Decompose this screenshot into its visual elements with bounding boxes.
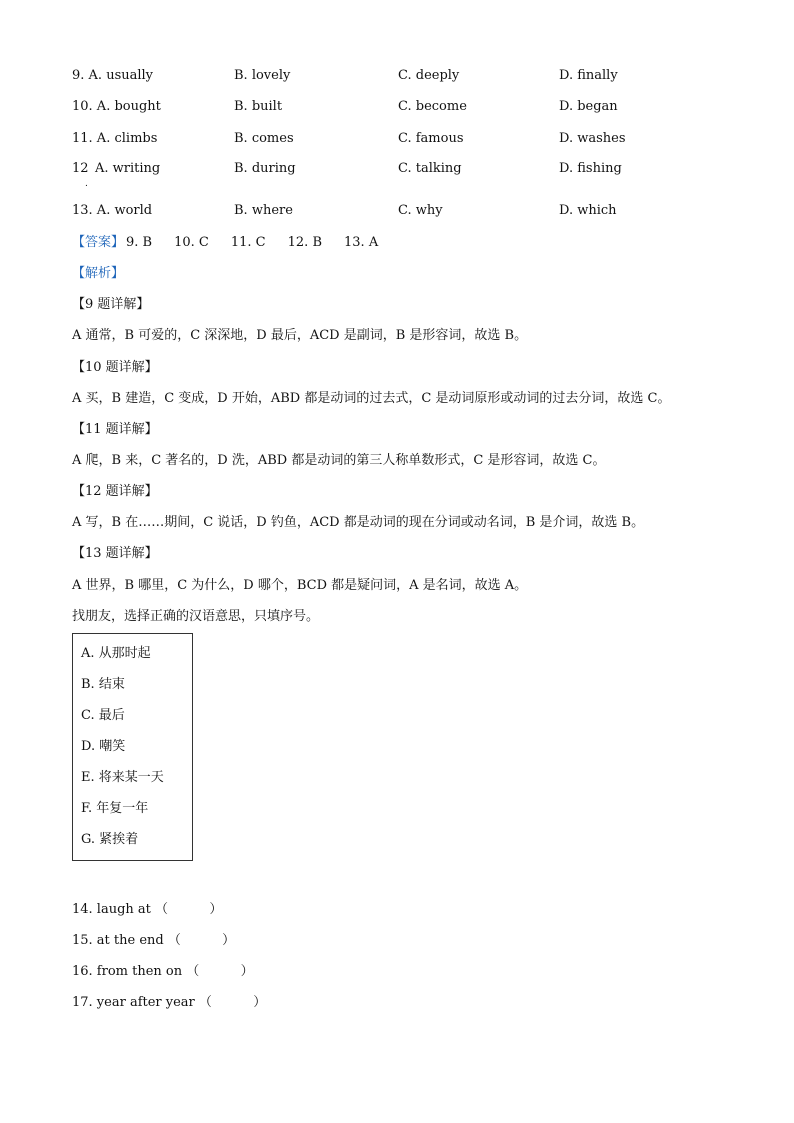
- detail-body: A 写，B 在……期间，C 说话，D 钓鱼，ACD 都是动词的现在分词或动名词，B 是介词，故选 B。: [72, 515, 645, 530]
- choice-item: B. 结束: [81, 677, 125, 692]
- detail-heading: 【9 题详解】: [72, 297, 150, 312]
- option-c: C. why: [398, 203, 443, 218]
- answer-item: 12. B: [287, 235, 323, 250]
- option-d: D. fishing: [559, 161, 622, 176]
- option-b: B. lovely: [234, 68, 291, 83]
- matching-item: 15. at the end （ ）: [72, 933, 236, 948]
- question-number-option-a: 9. A. usually: [72, 68, 154, 83]
- question-number-option-a: 13. A. world: [72, 203, 153, 218]
- option-c: C. talking: [398, 161, 462, 176]
- detail-heading: 【11 题详解】: [72, 422, 158, 437]
- choice-item: D. 嘲笑: [81, 739, 126, 754]
- answer-label: 【答案】: [72, 235, 125, 250]
- instruction: 找朋友，选择正确的汉语意思，只填序号。: [72, 609, 320, 624]
- answer-item: 13. A: [344, 235, 379, 250]
- answer-item: 10. C: [174, 235, 209, 250]
- detail-body: A 爬，B 来，C 著名的，D 洗，ABD 都是动词的第三人称单数形式，C 是形容词，故选 C。: [72, 453, 606, 468]
- detail-heading: 【10 题详解】: [72, 360, 158, 375]
- choice-item: F. 年复一年: [81, 801, 149, 816]
- detail-heading: 【12 题详解】: [72, 484, 158, 499]
- detail-body: A 世界，B 哪里，C 为什么，D 哪个，BCD 都是疑问词，A 是名词，故选 A。: [72, 578, 528, 593]
- option-a: A. writing: [95, 161, 161, 176]
- choice-item: G. 紧挨着: [81, 832, 139, 847]
- detail-body: A 买，B 建造，C 变成，D 开始，ABD 都是动词的过去式，C 是动词原形或动词的过去分词，故选 C。: [72, 391, 671, 406]
- answer-line: [72, 234, 400, 252]
- matching-item: 16. from then on （ ）: [72, 964, 254, 979]
- option-d: D. began: [559, 99, 618, 114]
- analysis-label: 【解析】: [72, 266, 125, 281]
- choice-item: E. 将来某一天: [81, 770, 164, 785]
- question-12-dot: .: [85, 179, 88, 189]
- question-number-option-a: 10. A. bought: [72, 99, 161, 114]
- choices-box: [72, 633, 193, 861]
- option-b: B. comes: [234, 131, 294, 146]
- question-number-option-a: 11. A. climbs: [72, 131, 158, 146]
- option-b: B. built: [234, 99, 283, 114]
- option-c: C. famous: [398, 131, 464, 146]
- answer-item: 11. C: [230, 235, 266, 250]
- option-b: B. during: [234, 161, 296, 176]
- option-b: B. where: [234, 203, 293, 218]
- option-d: D. washes: [559, 131, 626, 146]
- detail-body: A 通常，B 可爱的，C 深深地，D 最后，ACD 是副词，B 是形容词，故选 B。: [72, 328, 528, 343]
- choice-item: A. 从那时起: [81, 646, 151, 661]
- answer-item: 9. B: [126, 235, 153, 250]
- detail-heading: 【13 题详解】: [72, 546, 158, 561]
- option-c: C. deeply: [398, 68, 460, 83]
- choice-item: C. 最后: [81, 708, 125, 723]
- matching-item: 14. laugh at （ ）: [72, 902, 223, 917]
- option-c: C. become: [398, 99, 467, 114]
- option-d: D. finally: [559, 68, 618, 83]
- option-d: D. which: [559, 203, 617, 218]
- question-number: 12: [72, 161, 89, 176]
- matching-item: 17. year after year （ ）: [72, 995, 267, 1010]
